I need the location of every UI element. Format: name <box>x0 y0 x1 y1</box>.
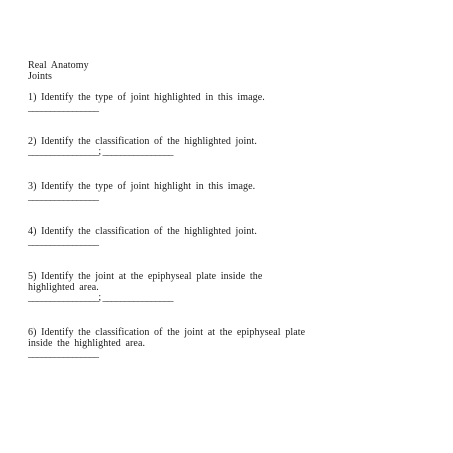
worksheet-page <box>28 60 428 359</box>
question-1 <box>28 92 428 113</box>
question-2-answer-line: ________________; ________________ <box>28 146 173 157</box>
question-1-text: 1) Identify the type of joint highlighted in this image. <box>28 92 265 103</box>
question-3-text: 3) Identify the type of joint highlight in this image. <box>28 181 256 192</box>
question-2 <box>28 136 428 157</box>
question-4 <box>28 226 428 247</box>
worksheet-subtitle: Joints <box>28 71 52 82</box>
question-6-text-line-2: inside the highlighted area. <box>28 338 146 349</box>
question-5 <box>28 271 428 303</box>
question-6-answer-line: ________________ <box>28 348 99 359</box>
question-6-text-line-1: 6) Identify the classification of the joint at the epiphyseal plate <box>28 327 306 338</box>
question-2-text: 2) Identify the classification of the highlighted joint. <box>28 136 257 147</box>
question-5-text-line-1: 5) Identify the joint at the epiphyseal plate inside the <box>28 271 263 282</box>
question-6 <box>28 327 428 359</box>
question-1-answer-line: ________________ <box>28 102 99 113</box>
question-5-text-line-2: highlighted area. <box>28 282 99 293</box>
question-5-answer-line: ________________; ________________ <box>28 292 173 303</box>
question-4-answer-line: ________________ <box>28 236 99 247</box>
question-3 <box>28 181 428 202</box>
question-4-text: 4) Identify the classification of the highlighted joint. <box>28 226 257 237</box>
worksheet-title: Real Anatomy <box>28 60 89 71</box>
question-3-answer-line: ________________ <box>28 191 99 202</box>
